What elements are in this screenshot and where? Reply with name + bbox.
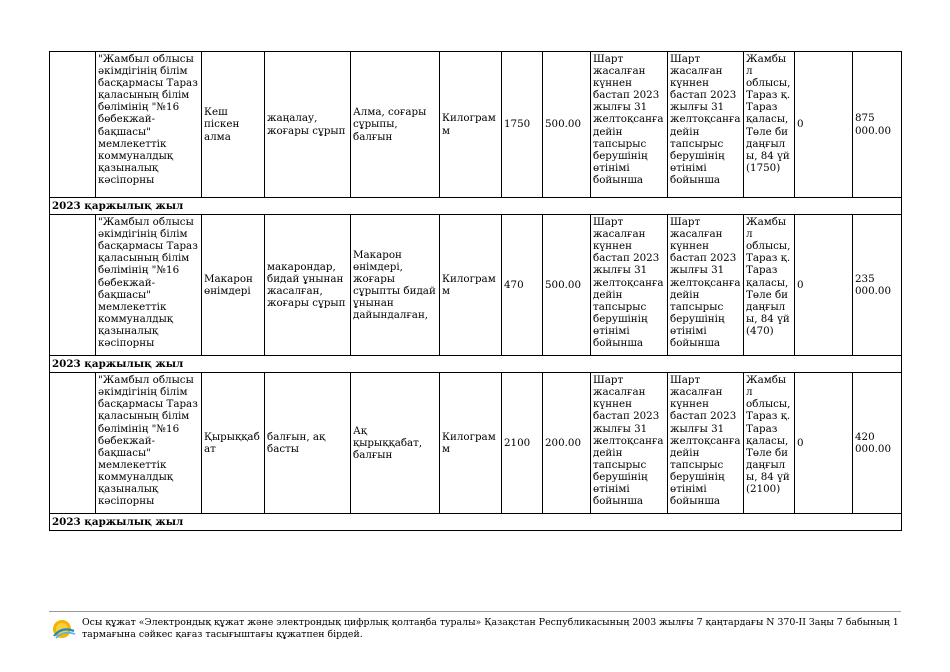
fiscal-year-label: 2023 қаржылық жыл bbox=[50, 198, 902, 215]
unit-cell: Килограмм bbox=[440, 373, 502, 514]
customer-cell: "Жамбыл облысы әкімдігінің білім басқармасы Тараз қаласының білім бөлімінің "№16 бөбекжай-бақшасы" мемлекеттік коммуналдық қазыналық кәсіпорны bbox=[96, 215, 202, 356]
unit-price-cell: 500.00 bbox=[543, 215, 591, 356]
delivery-term-cell: Шарт жасалған күннен бастап 2023 жылғы 31 желтоқсанға дейін тапсырыс берушінің өтінімі бойынша bbox=[591, 52, 668, 198]
item-name-cell: Қырыққабат bbox=[202, 373, 265, 514]
item-name-cell: Кеш піскен алма bbox=[202, 52, 265, 198]
customer-cell: "Жамбыл облысы әкімдігінің білім басқармасы Тараз қаласының білім бөлімінің "№16 бөбекжай-бақшасы" мемлекеттік коммуналдық қазыналық кәсіпорны bbox=[96, 52, 202, 198]
delivery-place-cell: Жамбыл облысы, Тараз қ. Тараз қаласы, Төле би даңғылы, 84 үй (470) bbox=[744, 215, 795, 356]
total-cell: 420 000.00 bbox=[853, 373, 902, 514]
procurement-table bbox=[49, 51, 902, 531]
table-row bbox=[50, 215, 902, 356]
row-number-cell bbox=[50, 373, 96, 514]
item-name-cell: Макарон өнімдері bbox=[202, 215, 265, 356]
delivery-term-cell-2: Шарт жасалған күннен бастап 2023 жылғы 31 желтоқсанға дейін тапсырыс берушінің өтінімі бойынша bbox=[668, 215, 744, 356]
delivery-term-cell-2: Шарт жасалған күннен бастап 2023 жылғы 31 желтоқсанға дейін тапсырыс берушінің өтінімі бойынша bbox=[668, 52, 744, 198]
table-row bbox=[50, 52, 902, 198]
table-row bbox=[50, 373, 902, 514]
delivery-place-cell: Жамбыл облысы, Тараз қ. Тараз қаласы, Төле би даңғылы, 84 үй (2100) bbox=[744, 373, 795, 514]
quantity-cell: 2100 bbox=[502, 373, 543, 514]
fiscal-year-row bbox=[50, 198, 902, 215]
footer-divider bbox=[49, 611, 901, 612]
fiscal-year-label: 2023 қаржылық жыл bbox=[50, 356, 902, 373]
delivery-term-cell-2: Шарт жасалған күннен бастап 2023 жылғы 31 желтоқсанға дейін тапсырыс берушінің өтінімі бойынша bbox=[668, 373, 744, 514]
row-number-cell bbox=[50, 215, 96, 356]
delivery-term-cell: Шарт жасалған күннен бастап 2023 жылғы 31 желтоқсанға дейін тапсырыс берушінің өтінімі бойынша bbox=[591, 373, 668, 514]
quantity-cell: 1750 bbox=[502, 52, 543, 198]
unit-cell: Килограмм bbox=[440, 215, 502, 356]
short-description-cell: балғын, ақ басты bbox=[265, 373, 351, 514]
total-cell: 875 000.00 bbox=[853, 52, 902, 198]
short-description-cell: макарондар, бидай ұнынан жасалған, жоғары сұрып bbox=[265, 215, 351, 356]
advance-cell: 0 bbox=[795, 52, 853, 198]
total-cell: 235 000.00 bbox=[853, 215, 902, 356]
full-description-cell: Ақ қырыққабат, балғын bbox=[351, 373, 440, 514]
unit-price-cell: 200.00 bbox=[543, 373, 591, 514]
delivery-place-cell: Жамбыл облысы, Тараз қ. Тараз қаласы, Төле би даңғылы, 84 үй (1750) bbox=[744, 52, 795, 198]
quantity-cell: 470 bbox=[502, 215, 543, 356]
customer-cell: "Жамбыл облысы әкімдігінің білім басқармасы Тараз қаласының білім бөлімінің "№16 бөбекжай-бақшасы" мемлекеттік коммуналдық қазыналық кәсіпорны bbox=[96, 373, 202, 514]
advance-cell: 0 bbox=[795, 373, 853, 514]
unit-price-cell: 500.00 bbox=[543, 52, 591, 198]
delivery-term-cell: Шарт жасалған күннен бастап 2023 жылғы 31 желтоқсанға дейін тапсырыс берушінің өтінімі бойынша bbox=[591, 215, 668, 356]
row-number-cell bbox=[50, 52, 96, 198]
fiscal-year-row bbox=[50, 514, 902, 531]
advance-cell: 0 bbox=[795, 215, 853, 356]
fiscal-year-label: 2023 қаржылық жыл bbox=[50, 514, 902, 531]
egov-sun-logo-icon bbox=[50, 614, 76, 640]
unit-cell: Килограмм bbox=[440, 52, 502, 198]
fiscal-year-row bbox=[50, 356, 902, 373]
footer-legal-notice: Осы құжат «Электрондық құжат және электрондық цифрлық қолтаңба туралы» Қазақстан Республикасының 2003 жылғы 7 қаңтардағы N 370-II Заңы 7 бабының 1 тармағына сәйкес қағаз тасығыштағы құжатпен бірдей. bbox=[82, 617, 899, 640]
full-description-cell: Алма, соғары сұрыпы, балғын bbox=[351, 52, 440, 198]
full-description-cell: Макарон өнімдері, жоғары сұрыпты бидай ұнынан дайындалған, bbox=[351, 215, 440, 356]
short-description-cell: жаңалау, жоғары сұрып bbox=[265, 52, 351, 198]
